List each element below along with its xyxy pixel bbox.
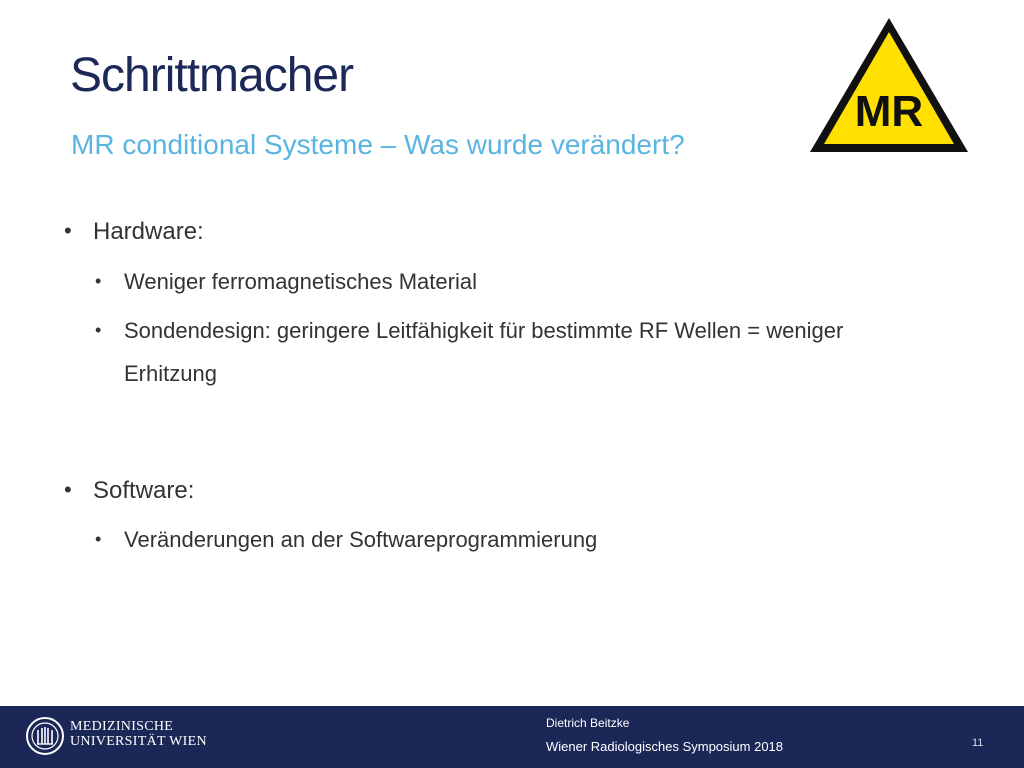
bullet-softwareprogrammierung xyxy=(95,527,598,553)
page-number: 11 xyxy=(972,737,984,749)
bullet-text: Sondendesign: geringere Leitfähigkeit für bestimmte RF Wellen = weniger xyxy=(124,318,844,343)
university-seal-icon xyxy=(25,716,65,756)
slide-subtitle: MR conditional Systeme – Was wurde verändert? xyxy=(71,129,685,160)
mr-warning-sign-icon xyxy=(806,14,972,156)
footer-bar xyxy=(0,706,1024,768)
bullet-hardware xyxy=(64,218,204,246)
slide-title: Schrittmacher xyxy=(70,49,354,102)
bullet-software xyxy=(64,477,195,505)
university-name-line1: MEDIZINISCHE xyxy=(70,719,174,734)
footer-event: Wiener Radiologisches Symposium 2018 xyxy=(546,739,784,754)
bullet-text: Hardware: xyxy=(93,218,204,245)
bullet-text: Veränderungen an der Softwareprogrammierung xyxy=(124,527,598,552)
university-name xyxy=(70,719,207,749)
university-name-line2: UNIVERSITÄT WIEN xyxy=(70,734,207,749)
mr-sign-label: MR xyxy=(854,87,924,136)
bullet-dot-icon: • xyxy=(95,271,102,291)
bullet-dot-icon: • xyxy=(95,529,102,549)
bullet-dot-icon: • xyxy=(64,218,72,243)
footer-author: Dietrich Beitzke xyxy=(546,716,630,730)
bullet-ferromagnetic xyxy=(95,269,477,295)
bullet-text: Weniger ferromagnetisches Material xyxy=(124,269,477,294)
bullet-text: Software: xyxy=(93,477,195,504)
bullet-sondendesign xyxy=(95,318,844,344)
bullet-continuation: Erhitzung xyxy=(124,361,217,386)
bullet-dot-icon: • xyxy=(95,320,102,340)
bullet-dot-icon: • xyxy=(64,477,72,502)
